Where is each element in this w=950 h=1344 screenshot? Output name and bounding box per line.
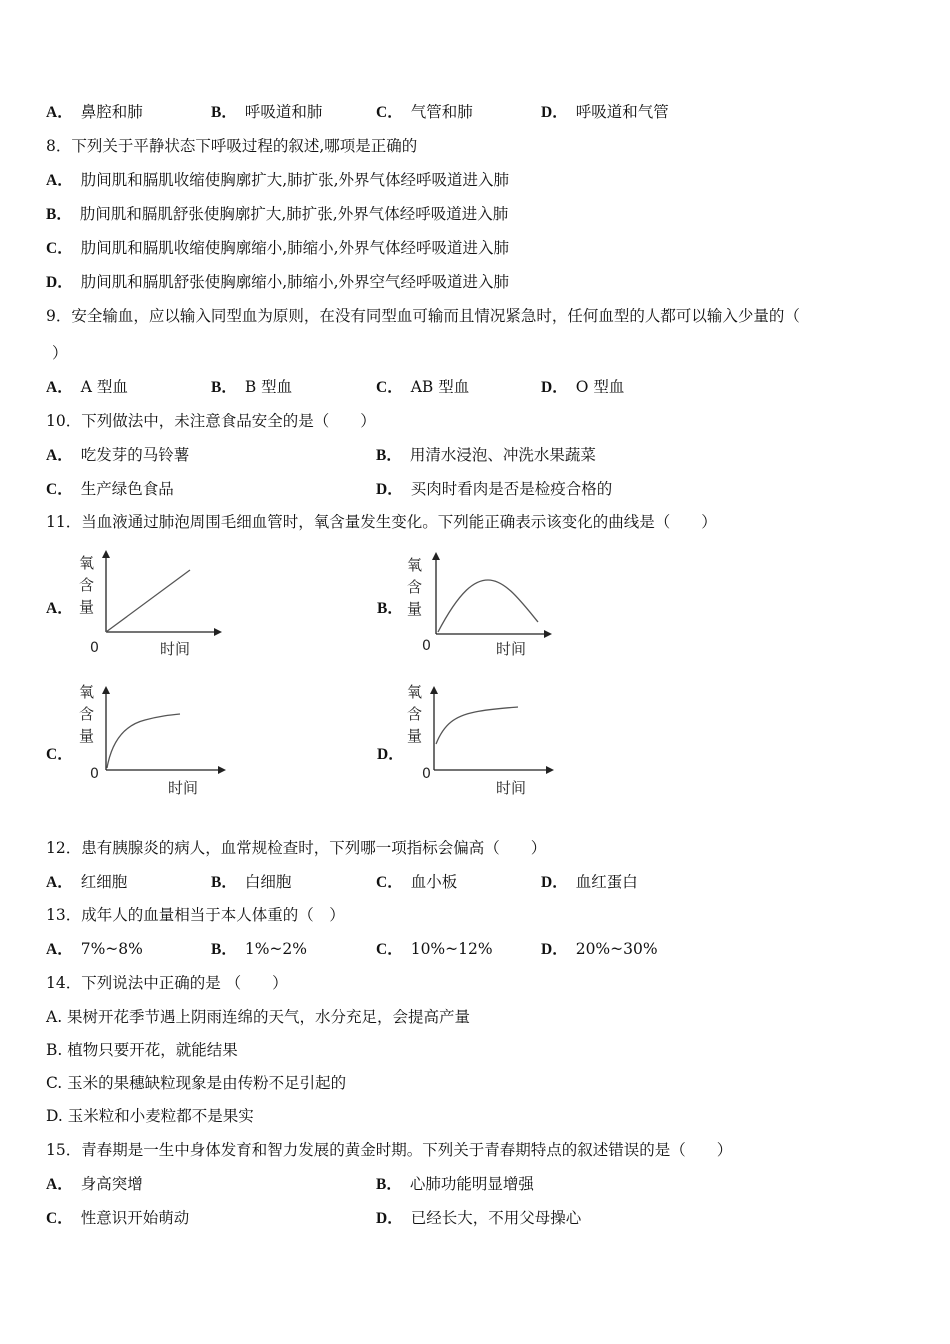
q14-option-c: C. 玉米的果穗缺粒现象是由传粉不足引起的: [46, 1074, 347, 1092]
graph-d-letter: D．: [377, 746, 404, 763]
graph-d-origin: 0: [422, 766, 431, 782]
q10-option-d: D． 买肉时看肉是否是检疫合格的: [376, 480, 613, 498]
q8-option-a: A． 肋间肌和膈肌收缩使胸廓扩大,肺扩张,外界气体经呼吸道进入肺: [46, 171, 510, 189]
graph-b: [400, 550, 560, 665]
q15-option-a: A． 身高突增: [46, 1175, 143, 1193]
graph-a-xlabel: 时间: [160, 640, 191, 658]
q8-option-b: B． 肋间肌和膈肌舒张使胸廓扩大,肺扩张,外界气体经呼吸道进入肺: [46, 205, 509, 223]
q15-stem: 15．青春期是一生中身体发育和智力发展的黄金时期。下列关于青春期特点的叙述错误的是（ ）: [46, 1141, 733, 1159]
q12-option-c: C． 血小板: [376, 873, 458, 891]
q9-option-b: B． B 型血: [211, 378, 293, 396]
q12-option-a: A． 红细胞: [46, 873, 128, 891]
q13-option-a: A． 7%~8%: [46, 940, 143, 958]
q9-stem-close: ）: [52, 344, 68, 362]
graph-c-origin: 0: [90, 766, 99, 782]
q15-option-d: D． 已经长大，不用父母操心: [376, 1209, 582, 1227]
q14-option-a: A. 果树开花季节遇上阴雨连绵的天气，水分充足，会提高产量: [46, 1008, 471, 1026]
q13-option-d: D． 20%~30%: [541, 940, 658, 958]
graph-b-origin: 0: [422, 638, 431, 654]
q7-option-c: C． 气管和肺: [376, 103, 473, 121]
graph-a-origin: 0: [90, 640, 99, 656]
graph-a-ylabel-3: 量: [79, 598, 95, 616]
q10-option-b: B． 用清水浸泡、冲洗水果蔬菜: [376, 446, 596, 464]
q12-option-b: B． 白细胞: [211, 873, 292, 891]
graph-d: [400, 680, 565, 800]
graph-b-xlabel: 时间: [496, 640, 527, 658]
q10-option-c: C． 生产绿色食品: [46, 480, 174, 498]
q14-option-b: B. 植物只要开花，就能结果: [46, 1041, 238, 1059]
graph-c-xlabel: 时间: [168, 779, 199, 797]
q8-stem: 8．下列关于平静状态下呼吸过程的叙述,哪项是正确的: [46, 137, 418, 155]
q9-stem: 9．安全输血，应以输入同型血为原则，在没有同型血可输而且情况紧急时，任何血型的人都可以输入少量的（: [46, 307, 800, 325]
graph-c-ylabel-3: 量: [79, 727, 95, 745]
graph-b-ylabel-3: 量: [407, 600, 423, 618]
q8-option-c: C． 肋间肌和膈肌收缩使胸廓缩小,肺缩小,外界气体经呼吸道进入肺: [46, 239, 510, 257]
graph-c-letter: C．: [46, 746, 73, 763]
graph-d-ylabel-1: 氧: [407, 683, 423, 701]
q7-option-a: A． 鼻腔和肺: [46, 103, 143, 121]
q9-option-c: C． AB 型血: [376, 378, 470, 396]
q12-stem: 12．患有胰腺炎的病人，血常规检查时，下列哪一项指标会偏高（ ）: [46, 839, 547, 857]
q8-option-d: D． 肋间肌和膈肌舒张使胸廓缩小,肺缩小,外界空气经呼吸道进入肺: [46, 273, 510, 291]
q14-stem: 14．下列说法中正确的是 （ ）: [46, 974, 288, 992]
graph-b-ylabel-2: 含: [407, 578, 423, 596]
q9-option-a: A． A 型血: [46, 378, 128, 396]
graph-c-ylabel-2: 含: [79, 705, 95, 723]
graph-a-letter: A．: [46, 600, 73, 617]
graph-d-ylabel-3: 量: [407, 727, 423, 745]
q10-option-a: A． 吃发芽的马铃薯: [46, 446, 190, 464]
q13-stem: 13．成年人的血量相当于本人体重的（ ）: [46, 906, 345, 924]
q15-option-c: C． 性意识开始萌动: [46, 1209, 190, 1227]
q11-stem: 11．当血液通过肺泡周围毛细血管时，氧含量发生变化。下列能正确表示该变化的曲线是（ ）: [46, 513, 717, 531]
q13-option-c: C． 10%~12%: [376, 940, 493, 958]
q12-option-d: D． 血红蛋白: [541, 873, 638, 891]
q14-option-d: D. 玉米粒和小麦粒都不是果实: [46, 1107, 254, 1125]
graph-d-ylabel-2: 含: [407, 705, 423, 723]
graph-b-ylabel-1: 氧: [407, 556, 423, 574]
graph-a-ylabel-2: 含: [79, 576, 95, 594]
graph-c: [70, 680, 235, 800]
q9-option-d: D． O 型血: [541, 378, 625, 396]
graph-d-xlabel: 时间: [496, 779, 527, 797]
q7-option-b: B． 呼吸道和肺: [211, 103, 323, 121]
graph-c-ylabel-1: 氧: [79, 683, 95, 701]
graph-a-ylabel-1: 氧: [79, 554, 95, 572]
graph-b-letter: B．: [377, 600, 403, 617]
q13-option-b: B． 1%~2%: [211, 940, 308, 958]
q7-option-d: D． 呼吸道和气管: [541, 103, 669, 121]
q15-option-b: B． 心肺功能明显增强: [376, 1175, 534, 1193]
q10-stem: 10．下列做法中，未注意食品安全的是（ ）: [46, 412, 376, 430]
graph-a: [70, 548, 230, 663]
